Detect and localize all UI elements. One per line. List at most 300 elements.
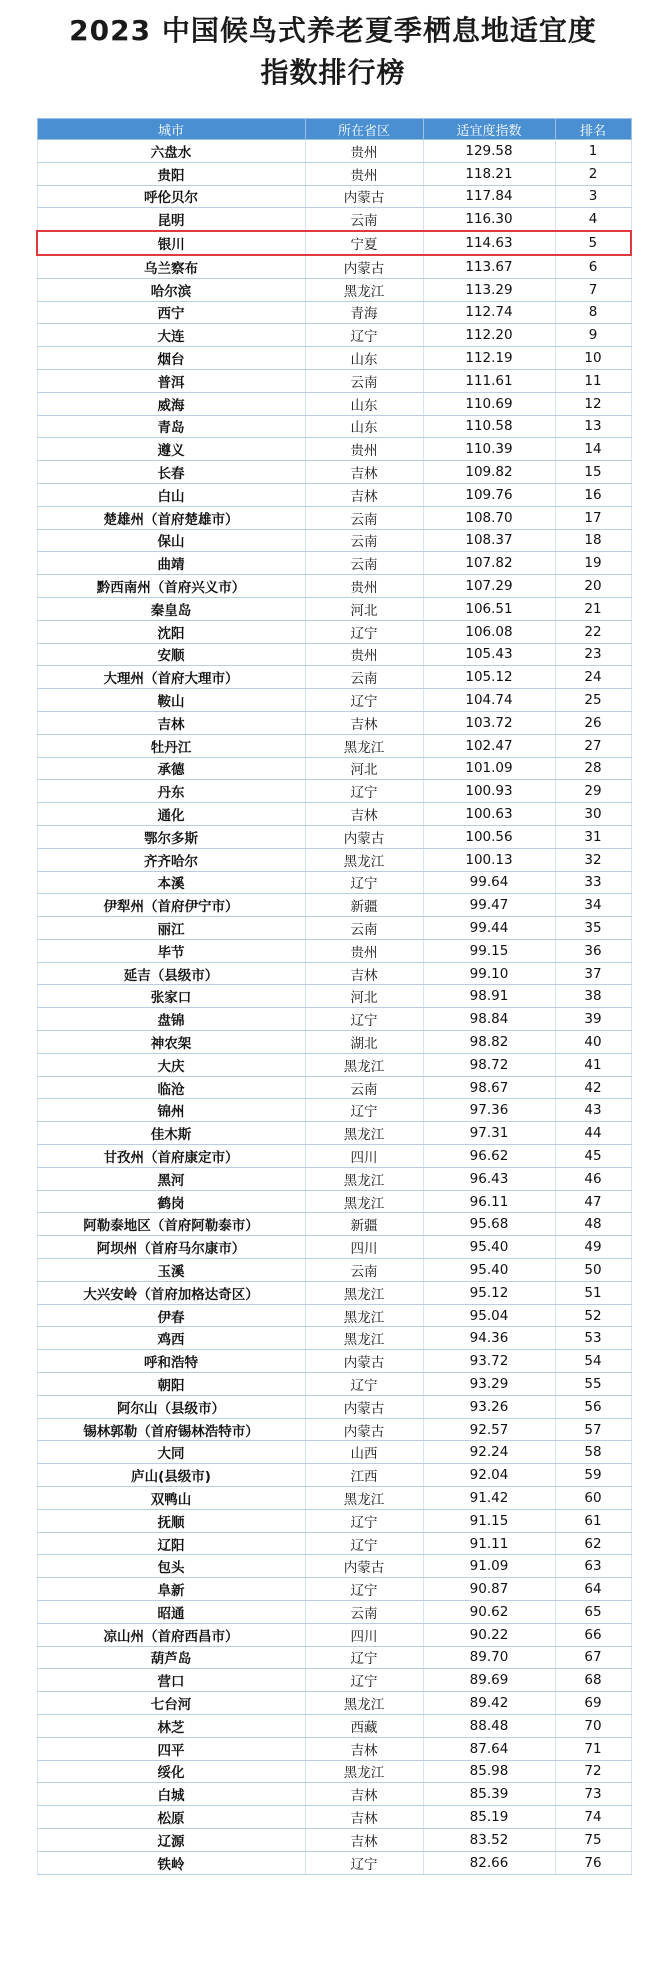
cell-rank: 31 bbox=[555, 825, 631, 848]
cell-province: 四川 bbox=[305, 1236, 423, 1259]
cell-province: 河北 bbox=[305, 597, 423, 620]
cell-city: 佳木斯 bbox=[37, 1122, 305, 1145]
cell-rank: 42 bbox=[555, 1076, 631, 1099]
table-row bbox=[37, 1783, 631, 1806]
cell-province: 山西 bbox=[305, 1441, 423, 1464]
table-row bbox=[37, 734, 631, 757]
cell-index: 109.82 bbox=[423, 461, 555, 484]
cell-city: 四平 bbox=[37, 1737, 305, 1760]
cell-city: 烟台 bbox=[37, 347, 305, 370]
cell-city: 白山 bbox=[37, 483, 305, 506]
cell-rank: 30 bbox=[555, 803, 631, 826]
cell-rank: 68 bbox=[555, 1669, 631, 1692]
cell-index: 90.62 bbox=[423, 1601, 555, 1624]
cell-index: 98.84 bbox=[423, 1008, 555, 1031]
cell-rank: 25 bbox=[555, 689, 631, 712]
cell-index: 99.47 bbox=[423, 894, 555, 917]
table-row bbox=[37, 825, 631, 848]
table-row bbox=[37, 597, 631, 620]
cell-index: 108.70 bbox=[423, 506, 555, 529]
cell-index: 110.69 bbox=[423, 392, 555, 415]
cell-province: 云南 bbox=[305, 208, 423, 231]
cell-rank: 37 bbox=[555, 962, 631, 985]
cell-index: 85.39 bbox=[423, 1783, 555, 1806]
table-row bbox=[37, 1714, 631, 1737]
cell-province: 吉林 bbox=[305, 711, 423, 734]
cell-province: 云南 bbox=[305, 917, 423, 940]
cell-index: 97.31 bbox=[423, 1122, 555, 1145]
cell-rank: 21 bbox=[555, 597, 631, 620]
cell-rank: 61 bbox=[555, 1509, 631, 1532]
cell-province: 黑龙江 bbox=[305, 1281, 423, 1304]
cell-city: 丽江 bbox=[37, 917, 305, 940]
cell-city: 绥化 bbox=[37, 1760, 305, 1783]
cell-index: 91.42 bbox=[423, 1487, 555, 1510]
cell-province: 辽宁 bbox=[305, 1008, 423, 1031]
cell-city: 呼和浩特 bbox=[37, 1350, 305, 1373]
cell-province: 辽宁 bbox=[305, 1578, 423, 1601]
cell-province: 黑龙江 bbox=[305, 1487, 423, 1510]
cell-rank: 7 bbox=[555, 278, 631, 301]
page-subtitle: 指数排行榜 bbox=[260, 56, 406, 89]
cell-province: 河北 bbox=[305, 757, 423, 780]
cell-city: 营口 bbox=[37, 1669, 305, 1692]
column-header-city: 城市 bbox=[37, 119, 305, 140]
cell-city: 大庆 bbox=[37, 1053, 305, 1076]
cell-rank: 69 bbox=[555, 1692, 631, 1715]
cell-rank: 27 bbox=[555, 734, 631, 757]
cell-rank: 57 bbox=[555, 1418, 631, 1441]
cell-province: 辽宁 bbox=[305, 1669, 423, 1692]
cell-province: 辽宁 bbox=[305, 780, 423, 803]
cell-city: 鞍山 bbox=[37, 689, 305, 712]
cell-rank: 33 bbox=[555, 871, 631, 894]
cell-index: 98.67 bbox=[423, 1076, 555, 1099]
cell-index: 95.04 bbox=[423, 1304, 555, 1327]
cell-rank: 40 bbox=[555, 1031, 631, 1054]
cell-rank: 56 bbox=[555, 1395, 631, 1418]
cell-rank: 18 bbox=[555, 529, 631, 552]
cell-rank: 24 bbox=[555, 666, 631, 689]
cell-city: 锦州 bbox=[37, 1099, 305, 1122]
cell-province: 吉林 bbox=[305, 461, 423, 484]
table-row bbox=[37, 255, 631, 278]
cell-province: 黑龙江 bbox=[305, 1760, 423, 1783]
cell-city: 阿坝州（首府马尔康市） bbox=[37, 1236, 305, 1259]
cell-index: 113.67 bbox=[423, 255, 555, 278]
cell-city: 大连 bbox=[37, 324, 305, 347]
cell-index: 103.72 bbox=[423, 711, 555, 734]
cell-province: 辽宁 bbox=[305, 1646, 423, 1669]
table-row bbox=[37, 1669, 631, 1692]
cell-province: 云南 bbox=[305, 369, 423, 392]
cell-province: 内蒙古 bbox=[305, 1350, 423, 1373]
cell-province: 湖北 bbox=[305, 1031, 423, 1054]
table-row bbox=[37, 529, 631, 552]
cell-index: 89.69 bbox=[423, 1669, 555, 1692]
cell-city: 吉林 bbox=[37, 711, 305, 734]
cell-rank: 10 bbox=[555, 347, 631, 370]
cell-index: 99.44 bbox=[423, 917, 555, 940]
cell-province: 贵州 bbox=[305, 575, 423, 598]
cell-province: 吉林 bbox=[305, 803, 423, 826]
cell-rank: 32 bbox=[555, 848, 631, 871]
table-row bbox=[37, 1555, 631, 1578]
cell-province: 河北 bbox=[305, 985, 423, 1008]
cell-province: 贵州 bbox=[305, 643, 423, 666]
cell-index: 89.70 bbox=[423, 1646, 555, 1669]
cell-city: 大理州（首府大理市） bbox=[37, 666, 305, 689]
cell-city: 伊犁州（首府伊宁市） bbox=[37, 894, 305, 917]
cell-city: 昭通 bbox=[37, 1601, 305, 1624]
table-row bbox=[37, 939, 631, 962]
table-row bbox=[37, 301, 631, 324]
cell-province: 内蒙古 bbox=[305, 1555, 423, 1578]
cell-province: 辽宁 bbox=[305, 324, 423, 347]
cell-province: 西藏 bbox=[305, 1714, 423, 1737]
table-row bbox=[37, 347, 631, 370]
cell-index: 96.43 bbox=[423, 1167, 555, 1190]
cell-city: 朝阳 bbox=[37, 1373, 305, 1396]
table-row bbox=[37, 803, 631, 826]
cell-rank: 3 bbox=[555, 185, 631, 208]
cell-index: 95.12 bbox=[423, 1281, 555, 1304]
cell-province: 云南 bbox=[305, 666, 423, 689]
cell-index: 96.62 bbox=[423, 1145, 555, 1168]
cell-rank: 66 bbox=[555, 1623, 631, 1646]
cell-province: 黑龙江 bbox=[305, 1327, 423, 1350]
cell-rank: 13 bbox=[555, 415, 631, 438]
cell-rank: 64 bbox=[555, 1578, 631, 1601]
cell-rank: 22 bbox=[555, 620, 631, 643]
cell-index: 118.21 bbox=[423, 162, 555, 185]
cell-index: 102.47 bbox=[423, 734, 555, 757]
table-row bbox=[37, 985, 631, 1008]
cell-province: 云南 bbox=[305, 552, 423, 575]
cell-city: 齐齐哈尔 bbox=[37, 848, 305, 871]
cell-index: 112.19 bbox=[423, 347, 555, 370]
cell-rank: 38 bbox=[555, 985, 631, 1008]
cell-rank: 6 bbox=[555, 255, 631, 278]
cell-province: 云南 bbox=[305, 1076, 423, 1099]
table-row bbox=[37, 1623, 631, 1646]
cell-city: 鄂尔多斯 bbox=[37, 825, 305, 848]
cell-province: 江西 bbox=[305, 1464, 423, 1487]
cell-province: 内蒙古 bbox=[305, 185, 423, 208]
cell-city: 铁岭 bbox=[37, 1851, 305, 1874]
cell-province: 辽宁 bbox=[305, 1373, 423, 1396]
cell-province: 辽宁 bbox=[305, 689, 423, 712]
cell-province: 山东 bbox=[305, 392, 423, 415]
table-row bbox=[37, 1304, 631, 1327]
cell-index: 99.64 bbox=[423, 871, 555, 894]
cell-rank: 50 bbox=[555, 1259, 631, 1282]
cell-rank: 48 bbox=[555, 1213, 631, 1236]
cell-province: 辽宁 bbox=[305, 1851, 423, 1874]
cell-index: 95.40 bbox=[423, 1236, 555, 1259]
cell-rank: 59 bbox=[555, 1464, 631, 1487]
cell-index: 98.82 bbox=[423, 1031, 555, 1054]
cell-rank: 52 bbox=[555, 1304, 631, 1327]
column-header-index: 适宜度指数 bbox=[423, 119, 555, 140]
cell-city: 临沧 bbox=[37, 1076, 305, 1099]
cell-city: 楚雄州（首府楚雄市） bbox=[37, 506, 305, 529]
cell-city: 葫芦岛 bbox=[37, 1646, 305, 1669]
cell-province: 黑龙江 bbox=[305, 278, 423, 301]
cell-city: 松原 bbox=[37, 1806, 305, 1829]
cell-city: 玉溪 bbox=[37, 1259, 305, 1282]
cell-rank: 70 bbox=[555, 1714, 631, 1737]
cell-index: 100.63 bbox=[423, 803, 555, 826]
cell-rank: 15 bbox=[555, 461, 631, 484]
cell-rank: 45 bbox=[555, 1145, 631, 1168]
cell-index: 88.48 bbox=[423, 1714, 555, 1737]
cell-index: 82.66 bbox=[423, 1851, 555, 1874]
table-row bbox=[37, 1167, 631, 1190]
table-row bbox=[37, 369, 631, 392]
cell-index: 91.11 bbox=[423, 1532, 555, 1555]
table-row bbox=[37, 1646, 631, 1669]
cell-rank: 54 bbox=[555, 1350, 631, 1373]
cell-province: 黑龙江 bbox=[305, 848, 423, 871]
cell-city: 牡丹江 bbox=[37, 734, 305, 757]
cell-rank: 35 bbox=[555, 917, 631, 940]
cell-index: 91.15 bbox=[423, 1509, 555, 1532]
cell-rank: 63 bbox=[555, 1555, 631, 1578]
cell-province: 黑龙江 bbox=[305, 1122, 423, 1145]
cell-rank: 62 bbox=[555, 1532, 631, 1555]
cell-province: 吉林 bbox=[305, 1828, 423, 1851]
cell-index: 110.58 bbox=[423, 415, 555, 438]
cell-rank: 19 bbox=[555, 552, 631, 575]
cell-rank: 16 bbox=[555, 483, 631, 506]
cell-province: 四川 bbox=[305, 1623, 423, 1646]
cell-province: 宁夏 bbox=[305, 231, 423, 255]
cell-city: 大兴安岭（首府加格达奇区） bbox=[37, 1281, 305, 1304]
table-row bbox=[37, 620, 631, 643]
cell-index: 93.26 bbox=[423, 1395, 555, 1418]
cell-province: 新疆 bbox=[305, 1213, 423, 1236]
table-row bbox=[37, 392, 631, 415]
table-row bbox=[37, 711, 631, 734]
cell-index: 98.72 bbox=[423, 1053, 555, 1076]
table-row bbox=[37, 506, 631, 529]
cell-province: 新疆 bbox=[305, 894, 423, 917]
table-row bbox=[37, 162, 631, 185]
cell-rank: 8 bbox=[555, 301, 631, 324]
cell-city: 包头 bbox=[37, 1555, 305, 1578]
cell-city: 庐山(县级市) bbox=[37, 1464, 305, 1487]
page-title: 2023 中国候鸟式养老夏季栖息地适宜度 bbox=[69, 14, 597, 47]
cell-province: 黑龙江 bbox=[305, 1304, 423, 1327]
cell-city: 凉山州（首府西昌市） bbox=[37, 1623, 305, 1646]
cell-rank: 5 bbox=[555, 231, 631, 255]
cell-province: 黑龙江 bbox=[305, 1053, 423, 1076]
table-row bbox=[37, 917, 631, 940]
cell-city: 西宁 bbox=[37, 301, 305, 324]
cell-city: 昆明 bbox=[37, 208, 305, 231]
table-row bbox=[37, 552, 631, 575]
cell-province: 内蒙古 bbox=[305, 825, 423, 848]
cell-rank: 4 bbox=[555, 208, 631, 231]
cell-index: 112.20 bbox=[423, 324, 555, 347]
table-row bbox=[37, 1737, 631, 1760]
table-row bbox=[37, 1601, 631, 1624]
cell-city: 通化 bbox=[37, 803, 305, 826]
cell-index: 83.52 bbox=[423, 1828, 555, 1851]
table-row bbox=[37, 848, 631, 871]
cell-city: 盘锦 bbox=[37, 1008, 305, 1031]
cell-rank: 51 bbox=[555, 1281, 631, 1304]
table-row bbox=[37, 1008, 631, 1031]
cell-city: 曲靖 bbox=[37, 552, 305, 575]
cell-city: 大同 bbox=[37, 1441, 305, 1464]
cell-rank: 75 bbox=[555, 1828, 631, 1851]
table-row bbox=[37, 1532, 631, 1555]
table-row bbox=[37, 780, 631, 803]
cell-province: 辽宁 bbox=[305, 871, 423, 894]
cell-rank: 29 bbox=[555, 780, 631, 803]
cell-province: 贵州 bbox=[305, 140, 423, 163]
cell-province: 吉林 bbox=[305, 962, 423, 985]
cell-province: 云南 bbox=[305, 1259, 423, 1282]
cell-index: 104.74 bbox=[423, 689, 555, 712]
cell-index: 106.08 bbox=[423, 620, 555, 643]
ranking-table-container bbox=[36, 118, 630, 1875]
cell-province: 黑龙江 bbox=[305, 1167, 423, 1190]
cell-province: 黑龙江 bbox=[305, 1692, 423, 1715]
cell-province: 辽宁 bbox=[305, 620, 423, 643]
cell-rank: 74 bbox=[555, 1806, 631, 1829]
cell-rank: 41 bbox=[555, 1053, 631, 1076]
cell-city: 沈阳 bbox=[37, 620, 305, 643]
cell-province: 辽宁 bbox=[305, 1509, 423, 1532]
table-row bbox=[37, 1076, 631, 1099]
table-row bbox=[37, 1145, 631, 1168]
table-row bbox=[37, 1122, 631, 1145]
cell-city: 普洱 bbox=[37, 369, 305, 392]
cell-rank: 43 bbox=[555, 1099, 631, 1122]
table-row bbox=[37, 1236, 631, 1259]
cell-city: 本溪 bbox=[37, 871, 305, 894]
cell-city: 长春 bbox=[37, 461, 305, 484]
table-body bbox=[37, 140, 631, 1875]
cell-rank: 36 bbox=[555, 939, 631, 962]
cell-city: 锡林郭勒（首府锡林浩特市） bbox=[37, 1418, 305, 1441]
cell-city: 安顺 bbox=[37, 643, 305, 666]
cell-index: 105.43 bbox=[423, 643, 555, 666]
cell-province: 内蒙古 bbox=[305, 255, 423, 278]
cell-city: 黔西南州（首府兴义市） bbox=[37, 575, 305, 598]
table-row bbox=[37, 1578, 631, 1601]
cell-rank: 12 bbox=[555, 392, 631, 415]
cell-province: 四川 bbox=[305, 1145, 423, 1168]
cell-city: 青岛 bbox=[37, 415, 305, 438]
table-row bbox=[37, 483, 631, 506]
table-row bbox=[37, 871, 631, 894]
cell-city: 甘孜州（首府康定市） bbox=[37, 1145, 305, 1168]
cell-rank: 2 bbox=[555, 162, 631, 185]
table-row bbox=[37, 1099, 631, 1122]
cell-rank: 17 bbox=[555, 506, 631, 529]
cell-index: 92.24 bbox=[423, 1441, 555, 1464]
cell-rank: 53 bbox=[555, 1327, 631, 1350]
cell-rank: 28 bbox=[555, 757, 631, 780]
table-row bbox=[37, 1031, 631, 1054]
cell-province: 青海 bbox=[305, 301, 423, 324]
cell-rank: 47 bbox=[555, 1190, 631, 1213]
cell-rank: 26 bbox=[555, 711, 631, 734]
cell-city: 神农架 bbox=[37, 1031, 305, 1054]
cell-city: 鹤岗 bbox=[37, 1190, 305, 1213]
table-row bbox=[37, 1509, 631, 1532]
cell-rank: 9 bbox=[555, 324, 631, 347]
cell-index: 87.64 bbox=[423, 1737, 555, 1760]
cell-rank: 60 bbox=[555, 1487, 631, 1510]
table-row bbox=[37, 1213, 631, 1236]
cell-province: 辽宁 bbox=[305, 1099, 423, 1122]
table-row bbox=[37, 1828, 631, 1851]
table-row bbox=[37, 1487, 631, 1510]
table-row bbox=[37, 1441, 631, 1464]
cell-province: 山东 bbox=[305, 415, 423, 438]
cell-index: 100.56 bbox=[423, 825, 555, 848]
cell-city: 乌兰察布 bbox=[37, 255, 305, 278]
cell-index: 98.91 bbox=[423, 985, 555, 1008]
cell-index: 113.29 bbox=[423, 278, 555, 301]
cell-rank: 39 bbox=[555, 1008, 631, 1031]
cell-city: 银川 bbox=[37, 231, 305, 255]
cell-rank: 49 bbox=[555, 1236, 631, 1259]
cell-city: 哈尔滨 bbox=[37, 278, 305, 301]
cell-index: 112.74 bbox=[423, 301, 555, 324]
cell-rank: 23 bbox=[555, 643, 631, 666]
table-row bbox=[37, 140, 631, 163]
cell-index: 93.29 bbox=[423, 1373, 555, 1396]
cell-city: 遵义 bbox=[37, 438, 305, 461]
cell-city: 阿尔山（县级市） bbox=[37, 1395, 305, 1418]
table-row bbox=[37, 1350, 631, 1373]
cell-city: 六盘水 bbox=[37, 140, 305, 163]
cell-province: 辽宁 bbox=[305, 1532, 423, 1555]
table-row bbox=[37, 324, 631, 347]
cell-city: 秦皇岛 bbox=[37, 597, 305, 620]
table-row bbox=[37, 415, 631, 438]
cell-rank: 44 bbox=[555, 1122, 631, 1145]
cell-city: 阜新 bbox=[37, 1578, 305, 1601]
table-row bbox=[37, 643, 631, 666]
cell-index: 96.11 bbox=[423, 1190, 555, 1213]
table-row bbox=[37, 1373, 631, 1396]
cell-city: 阿勒泰地区（首府阿勒泰市） bbox=[37, 1213, 305, 1236]
table-row bbox=[37, 185, 631, 208]
table-row bbox=[37, 894, 631, 917]
table-row bbox=[37, 1692, 631, 1715]
cell-city: 鸡西 bbox=[37, 1327, 305, 1350]
table-row bbox=[37, 757, 631, 780]
cell-index: 92.04 bbox=[423, 1464, 555, 1487]
cell-index: 95.40 bbox=[423, 1259, 555, 1282]
table-row bbox=[37, 1851, 631, 1874]
cell-rank: 11 bbox=[555, 369, 631, 392]
cell-province: 吉林 bbox=[305, 1737, 423, 1760]
cell-city: 呼伦贝尔 bbox=[37, 185, 305, 208]
table-row bbox=[37, 1053, 631, 1076]
cell-rank: 46 bbox=[555, 1167, 631, 1190]
cell-index: 107.29 bbox=[423, 575, 555, 598]
cell-city: 丹东 bbox=[37, 780, 305, 803]
table-row-highlighted bbox=[37, 231, 631, 255]
